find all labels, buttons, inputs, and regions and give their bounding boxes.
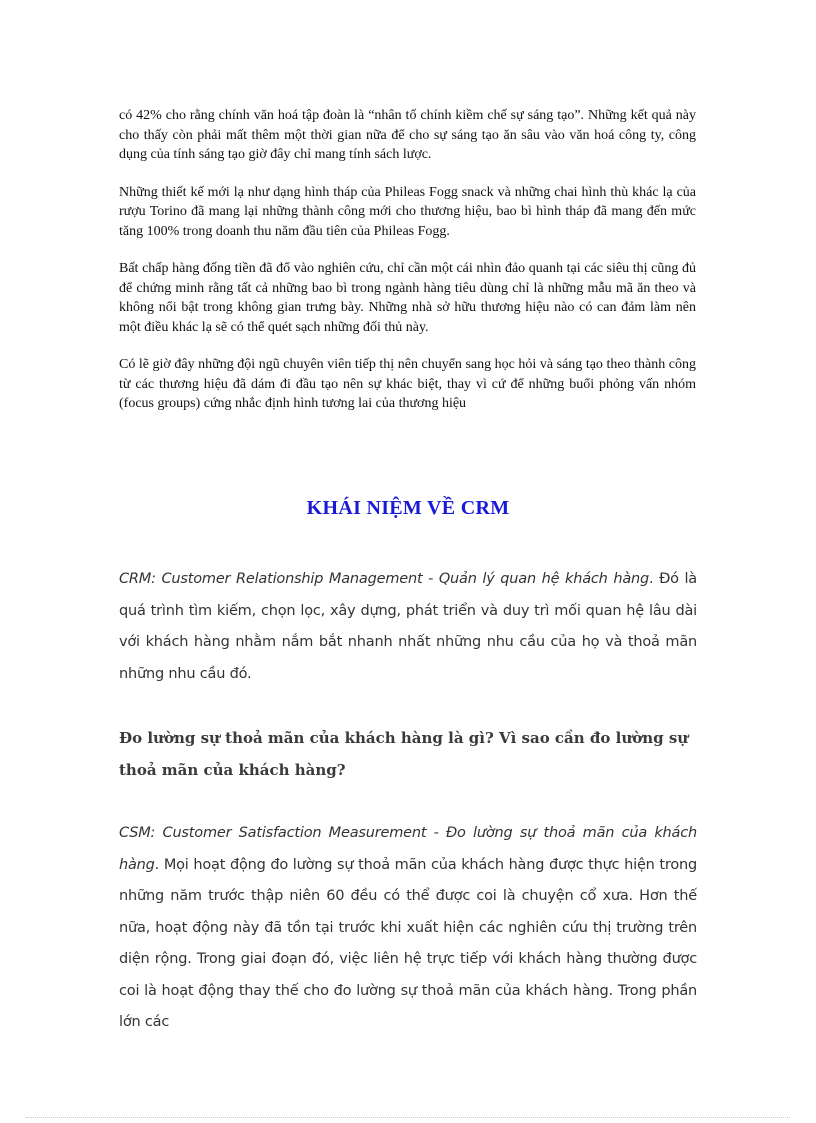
- page-bottom-divider: [26, 1117, 790, 1118]
- csm-definition: [119, 818, 697, 1039]
- crm-paragraph: [119, 564, 697, 690]
- csm-lead: CSM: Customer Satisfaction Measurement - Đo lường sự thoả mãn của khách hàng: [119, 825, 697, 873]
- crm-body: . Đó là quá trình tìm kiếm, chọn lọc, xây dựng, phát triển và duy trì mối quan hệ lâu dài với khách hàng nhằm nắm bắt nhanh nhất những nhu cầu của họ và thoả mãn những nhu cầu đó.: [119, 571, 697, 682]
- crm-definition: [119, 564, 697, 690]
- section-heading: KHÁI NIỆM VỀ CRM: [306, 497, 510, 519]
- crm-lead: CRM: Customer Relationship Management - Quản lý quan hệ khách hàng: [119, 571, 649, 587]
- intro-paragraph-4: Có lẽ giờ đây những đội ngũ chuyên viên tiếp thị nên chuyển sang học hỏi và sáng tạo theo thành công từ các thương hiệu đã dám đi đầu tạo nên sự khác biệt, thay vì cứ để những buổi phỏng vấn nhóm (focus groups) cứng nhắc định hình tương lai của thương hiệu: [119, 357, 696, 411]
- intro-paragraph-3: Bất chấp hàng đống tiền đã đổ vào nghiên cứu, chỉ cần một cái nhìn đảo quanh tại các siêu thị cũng đủ để chứng minh rằng tất cả những bao bì trong ngành hàng tiêu dùng chỉ là những mẫu mã ăn theo và không nổi bật trong không gian trưng bày. Những nhà sở hữu thương hiệu nào có can đảm làm nên một điều khác lạ sẽ có thể quét sạch những đối thủ này.: [119, 261, 696, 335]
- question-heading: Đo lường sự thoả mãn của khách hàng là gì? Vì sao cần đo lường sự thoả mãn của khách hàng?: [119, 729, 689, 779]
- intro-paragraph-1: có 42% cho rằng chính văn hoá tập đoàn là “nhân tố chính kiềm chế sự sáng tạo”. Những kết quả này cho thấy còn phải mất thêm một thời gian nữa để cho sự sáng tạo ăn sâu vào văn hoá công ty, công dụng của tính sáng tạo giờ đây chỉ mang tính sách lược.: [119, 108, 696, 162]
- csm-body: . Mọi hoạt động đo lường sự thoả mãn của khách hàng được thực hiện trong những năm trước thập niên 60 đều có thể được coi là chuyện cổ xưa. Hơn thế nữa, hoạt động này đã tồn tại trước khi xuất hiện các nghiên cứu thị trường trên diện rộng. Trong giai đoạn đó, việc liên hệ trực tiếp với khách hàng thường được coi là hoạt động thay thế cho đo lường sự thoả mãn của khách hàng. Trong phần lớn các: [119, 856, 697, 1030]
- intro-section: [119, 106, 696, 432]
- intro-paragraph-2: Những thiết kế mới lạ như dạng hình tháp của Phileas Fogg snack và những chai hình thù khác lạ của rượu Torino đã mang lại những thành công mới cho thương hiệu, bao bì hình tháp đã mang đến mức tăng 100% trong doanh thu năm đầu tiên của Phileas Fogg.: [119, 184, 696, 239]
- csm-paragraph: [119, 818, 697, 1039]
